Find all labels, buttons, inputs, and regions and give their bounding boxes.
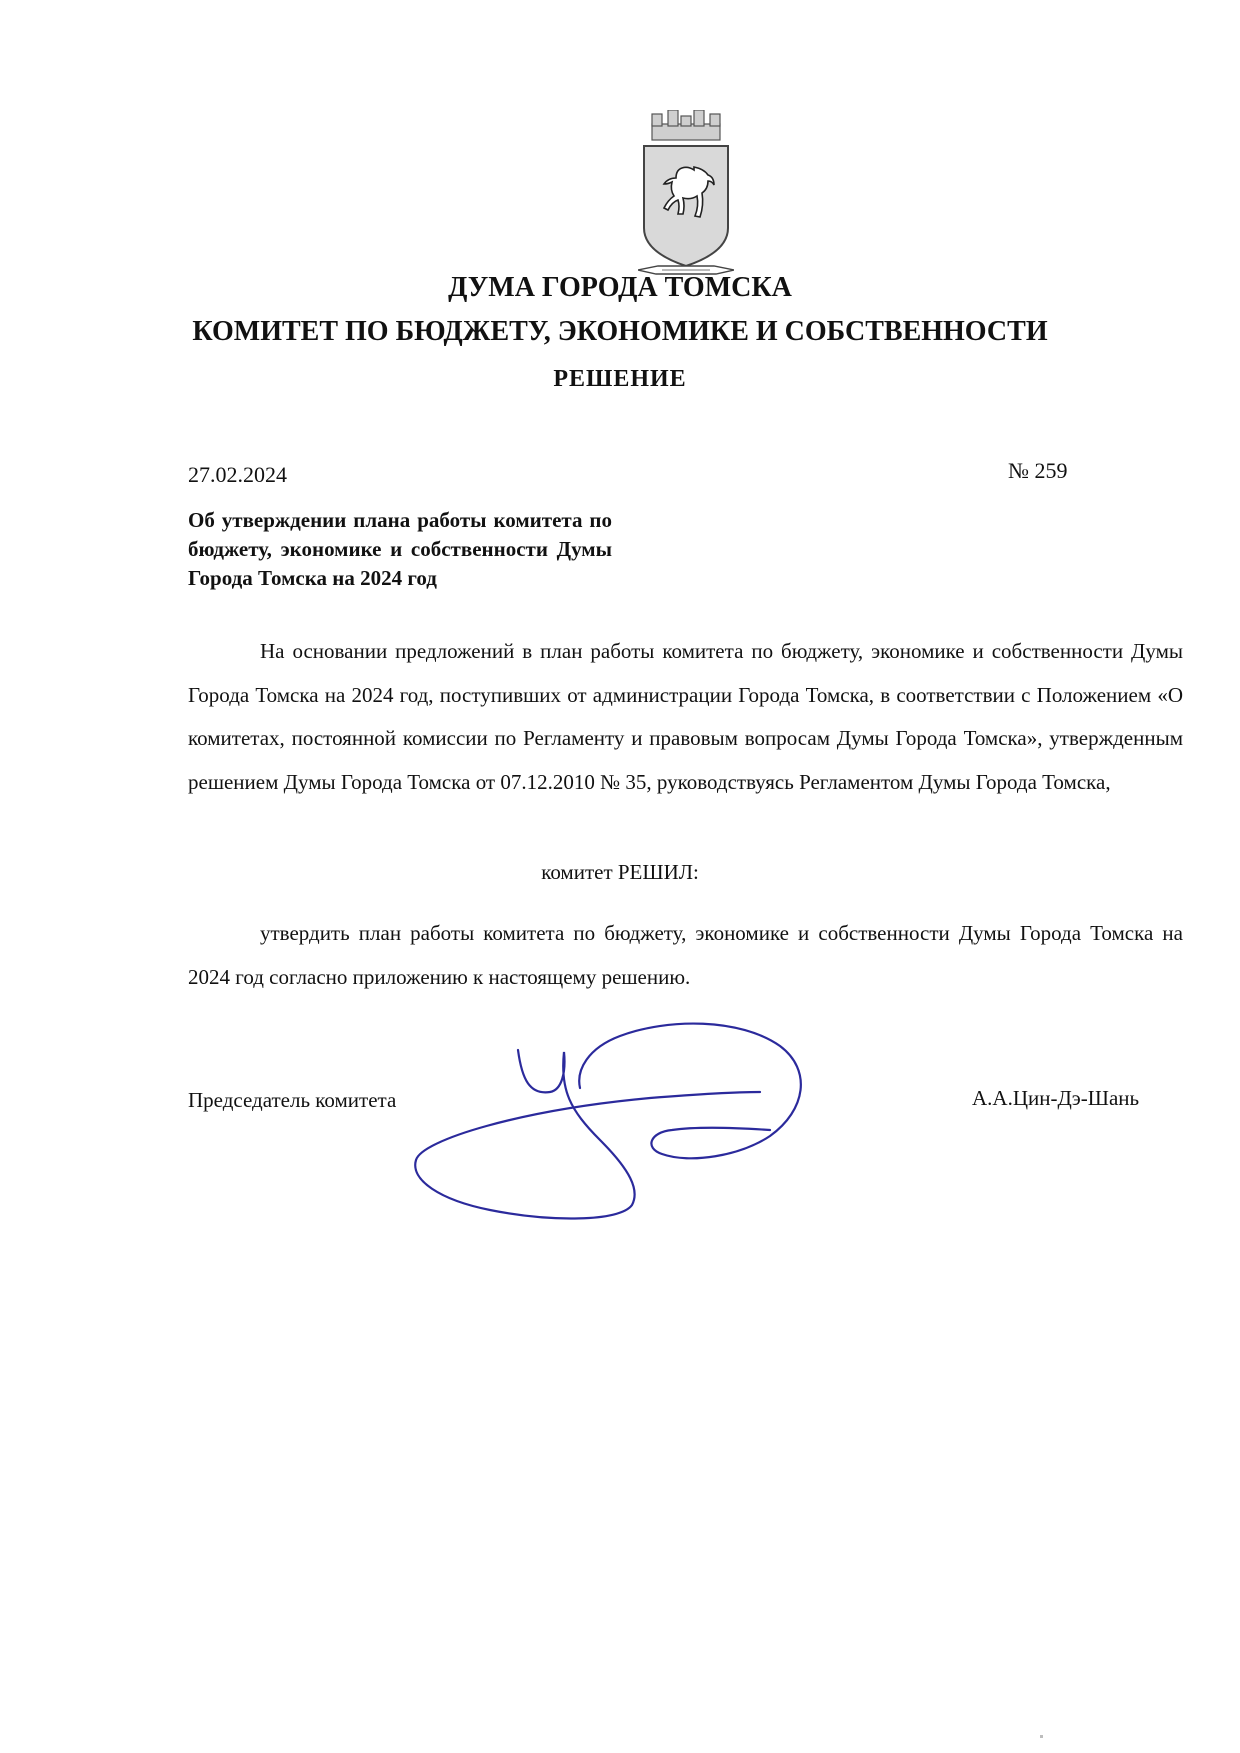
emblem-shield xyxy=(644,146,728,266)
signature-stroke-loop xyxy=(415,1050,760,1218)
committee-title: КОМИТЕТ ПО БЮДЖЕТУ, ЭКОНОМИКЕ И СОБСТВЕННОСТИ xyxy=(192,316,1048,347)
resolution-paragraph: утвердить план работы комитета по бюджету, экономике и собственности Думы Города Томска на 2024 год согласно приложению к настоящему решению. xyxy=(188,921,1183,989)
scan-speck xyxy=(1040,1735,1043,1738)
preamble-paragraph: На основании предложений в план работы комитета по бюджету, экономике и собственности Думы Города Томска на 2024 год, поступивших от администрации Города Томска, в соответствии с Положением «О комитетах, постоянной комиссии по Регламенту и правовым вопросам Думы Города Томска», утвержденным решением Думы Города Томска от 07.12.2010 № 35, руководствуясь Регламентом Думы Города Томска, xyxy=(188,639,1183,794)
document-subject: Об утверждении плана работы комитета по бюджету, экономике и собственности Думы Города Томска на 2024 год xyxy=(188,508,612,590)
handwritten-signature xyxy=(400,1000,920,1240)
document-type: РЕШЕНИЕ xyxy=(553,366,687,392)
tomsk-coat-of-arms-icon xyxy=(638,110,734,280)
signature-stroke-spiral xyxy=(579,1024,801,1159)
signer-title: Председатель комитета xyxy=(188,1088,397,1112)
emblem-crown xyxy=(652,110,720,140)
decision-line: комитет РЕШИЛ: xyxy=(541,860,699,884)
document-date: 27.02.2024 xyxy=(188,462,287,487)
document-number: № 259 xyxy=(1008,458,1068,483)
signer-name: А.А.Цин-Дэ-Шань xyxy=(972,1086,1140,1110)
org-title: ДУМА ГОРОДА ТОМСКА xyxy=(448,272,792,303)
